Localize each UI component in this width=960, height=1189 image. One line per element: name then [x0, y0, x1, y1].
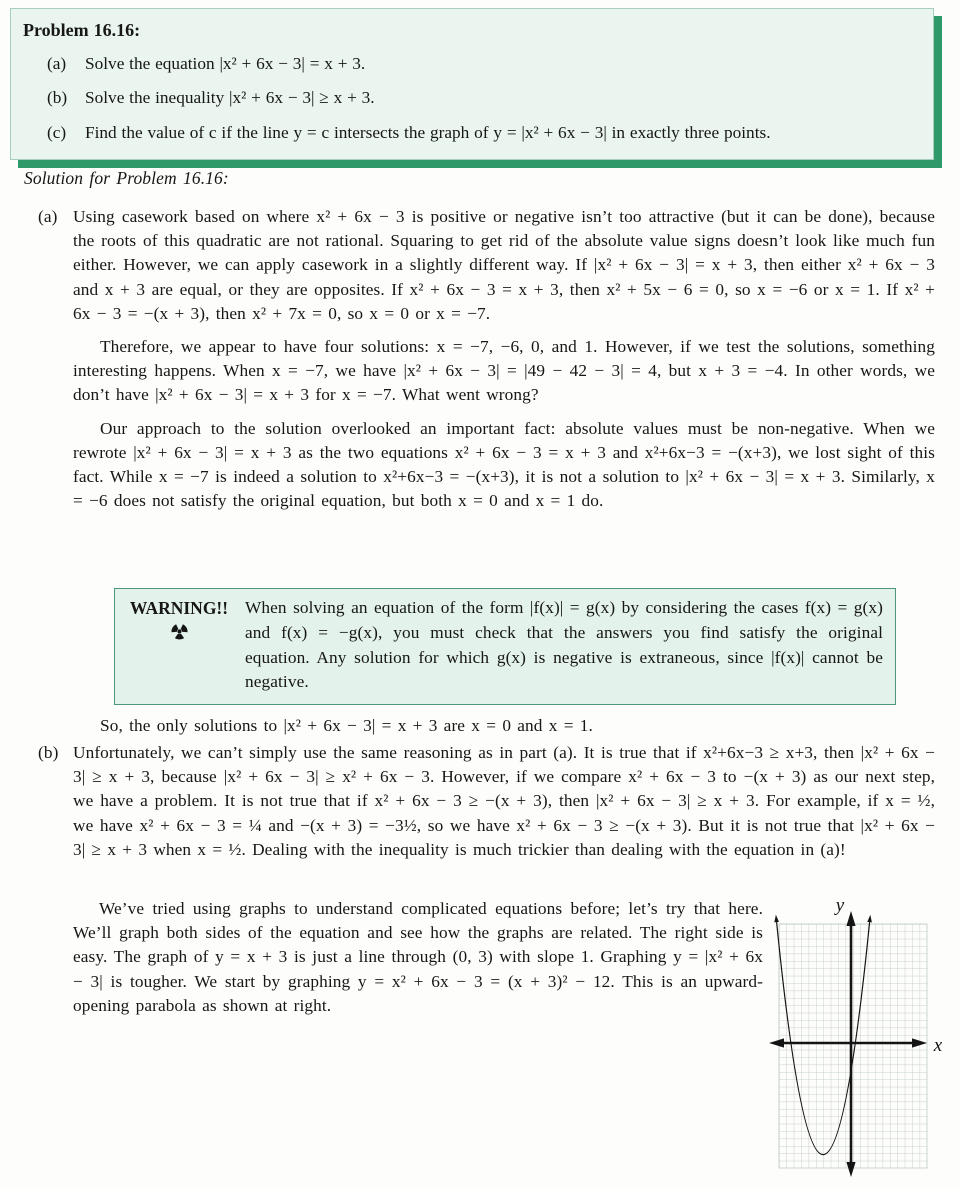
- problem-item-c: [23, 121, 917, 145]
- part-b-label: (b): [38, 743, 59, 762]
- paragraph: Our approach to the solution overlooked an important fact: absolute values must be non-negative. When we rewrote |x² + 6x − 3| = x + 3 as the two equations x² + 6x − 3 = x + 3 and x²+6x−3 = −(x+3), we lost sight of this fact. While x = −7 is indeed a solution to x²+6x−3 = −(x+3), it is not a solution to |x² + 6x − 3| = x + 3. Similarly, x = −6 does not satisfy the original equation, but both x = 0 and x = 1 do.: [73, 418, 935, 511]
- item-text: Solve the equation |x² + 6x − 3| = x + 3.: [85, 54, 366, 74]
- warning-label: WARNING!!: [129, 598, 229, 618]
- problem-item-a: [23, 52, 917, 76]
- problem-title: Problem 16.16:: [23, 20, 141, 40]
- solution-part-a: [36, 205, 935, 513]
- solution-part-b: [36, 741, 935, 862]
- part-b-graph-paragraph: We’ve tried using graphs to understand complicated equations before; let’s try that here. We’ll graph both sides of the equation and see how the graphs are related. The right side is easy. The graph of y = x + 3 is just a line through (0, 3) with slope 1. Graphing y = |x² + 6x − 3| is tougher. We start by graphing y = x² + 6x − 3 = (x + 3)² − 12. This is an upward-opening parabola as shown at right.: [73, 899, 763, 1015]
- paragraph: Using casework based on where x² + 6x − 3 is positive or negative isn’t too attractive (but it can be done), because the roots of this quadratic are not rational. Squaring to get rid of the absolute value signs doesn’t look like much fun either. However, we can apply casework in a slightly different way. If |x² + 6x − 3| = x + 3, then either x² + 6x − 3 and x + 3 are equal, or they are opposites. If x² + 6x − 3 = x + 3, then x² + 5x − 6 = 0, so x = −6 or x = 1. If x² + 6x − 3 = −(x + 3), then x² + 7x = 0, so x = 0 or x = −7.: [73, 207, 935, 323]
- item-label: (a): [47, 54, 67, 74]
- item-label: (b): [47, 88, 68, 108]
- paragraph: Unfortunately, we can’t simply use the same reasoning as in part (a). It is true that if x²+6x−3 ≥ x+3, then |x² + 6x − 3| ≥ x + 3, because |x² + 6x − 3| ≥ x² + 6x − 3. However, if we compare x² + 6x − 3 to −(x + 3) as our next step, we have a problem. It is not true that if x² + 6x − 3 ≥ −(x + 3), then |x² + 6x − 3| ≥ x + 3. For example, if x = ½, we have x² + 6x − 3 = ¼ and −(x + 3) = −3½, so we have x² + 6x − 3 ≥ −(x + 3). But it is not true that |x² + 6x − 3| ≥ x + 3 when x = ½. Dealing with the inequality is much trickier than dealing with the equation in (a)!: [73, 743, 935, 859]
- radiation-icon: [168, 620, 191, 643]
- warning-left-column: [123, 596, 235, 695]
- part-a-label: (a): [38, 207, 58, 226]
- y-axis-label: y: [835, 895, 845, 916]
- warning-text: When solving an equation of the form |f(x)| = g(x) by considering the cases f(x) = g(x) and f(x) = −g(x), you must check that the answers you find satisfy the original equation. Any solution for which g(x) is negative is extraneous, since |f(x)| cannot be negative.: [245, 598, 883, 692]
- item-label: (c): [47, 122, 67, 142]
- part-a-conclusion: So, the only solutions to |x² + 6x − 3| = x + 3 are x = 0 and x = 1.: [100, 716, 593, 735]
- item-text: Solve the inequality |x² + 6x − 3| ≥ x + 3.: [85, 88, 375, 108]
- solution-heading: Solution for Problem 16.16:: [24, 168, 229, 188]
- x-axis-label: x: [933, 1035, 943, 1056]
- problem-box: [10, 8, 934, 160]
- grid: [779, 924, 927, 1168]
- part-a-body: [73, 205, 935, 513]
- problem-item-b: [23, 86, 917, 110]
- warning-box: [114, 588, 896, 705]
- parabola-graph: [765, 893, 950, 1189]
- paragraph: Therefore, we appear to have four solutions: x = −7, −6, 0, and 1. However, if we test the solutions, something interesting happens. When x = −7, we have |x² + 6x − 3| = |49 − 42 − 3| = 4, but x + 3 = −4. In other words, we don’t have |x² + 6x − 3| = x + 3 for x = −7. What went wrong?: [73, 337, 935, 405]
- item-text: Find the value of c if the line y = c intersects the graph of y = |x² + 6x − 3| in exactly three points.: [85, 122, 771, 142]
- part-b-body: [73, 741, 935, 862]
- parabola-figure: [765, 893, 950, 1189]
